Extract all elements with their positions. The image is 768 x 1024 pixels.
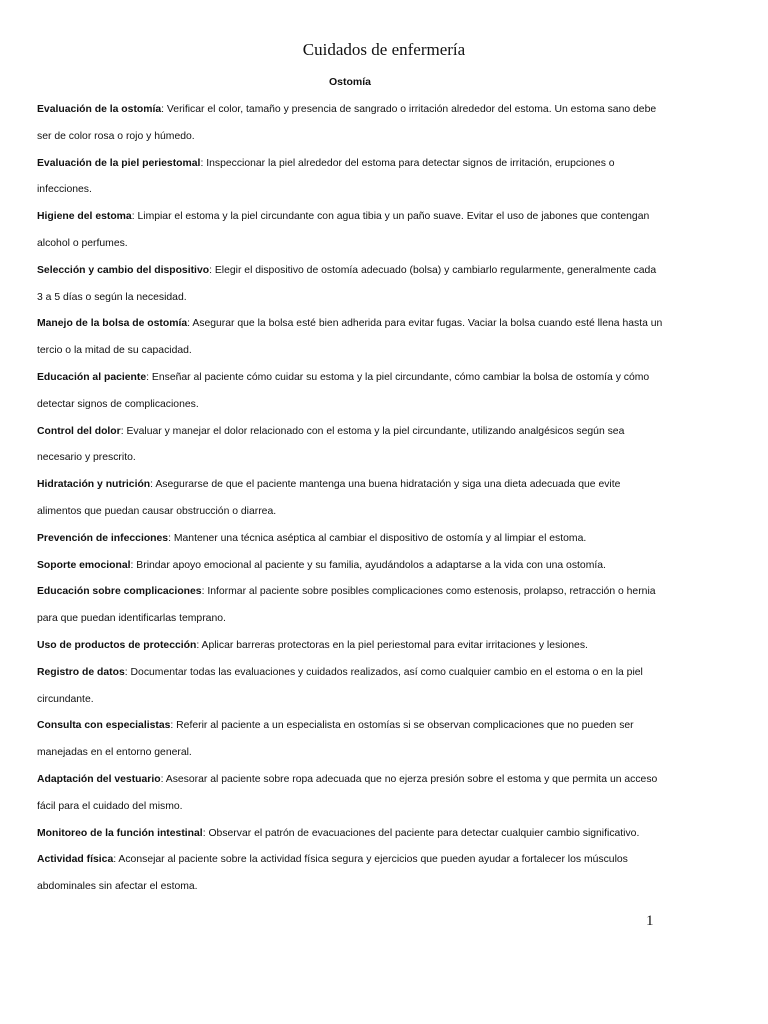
- list-item: [37, 767, 663, 821]
- item-term: Manejo de la bolsa de ostomía: [37, 318, 188, 330]
- page-number: 1: [646, 913, 654, 929]
- item-text: : Evaluar y manejar el dolor relacionado con el estoma y la piel circundante, utilizando analgésicos según sea necesario y prescrito.: [37, 425, 625, 464]
- item-term: Registro de datos: [37, 666, 125, 678]
- item-text: : Asegurar que la bolsa esté bien adherida para evitar fugas. Vaciar la bolsa cuando esté llena hasta un tercio o la mitad de su capacidad.: [37, 318, 663, 357]
- care-list: [37, 97, 663, 901]
- item-text: : Inspeccionar la piel alrededor del estoma para detectar signos de irritación, erupciones o infecciones.: [37, 157, 615, 196]
- item-term: Selección y cambio del dispositivo: [37, 264, 210, 276]
- item-term: Evaluación de la ostomía: [37, 104, 162, 115]
- item-term: Educación sobre complicaciones: [37, 586, 202, 598]
- list-item: [37, 151, 663, 205]
- item-term: Evaluación de la piel periestomal: [37, 157, 201, 169]
- item-term: Consulta con especialistas: [37, 720, 171, 732]
- list-item: [37, 633, 663, 660]
- item-text: : Documentar todas las evaluaciones y cuidados realizados, así como cualquier cambio en el estoma o en la piel circundante.: [37, 666, 643, 705]
- item-text: : Aplicar barreras protectoras en la piel periestomal para evitar irritaciones y lesiones.: [196, 639, 588, 651]
- list-item: [37, 311, 663, 365]
- item-term: Hidratación y nutrición: [37, 479, 151, 491]
- item-text: : Mantener una técnica aséptica al cambiar el dispositivo de ostomía y al limpiar el estoma.: [168, 532, 587, 544]
- list-item: [37, 419, 663, 473]
- item-term: Soporte emocional: [37, 559, 131, 571]
- item-term: Educación al paciente: [37, 371, 147, 383]
- item-text: : Elegir el dispositivo de ostomía adecuado (bolsa) y cambiarlo regularmente, generalmente cada 3 a 5 días o según la necesidad.: [37, 264, 657, 303]
- item-term: Adaptación del vestuario: [37, 773, 161, 785]
- item-text: : Asegurarse de que el paciente mantenga una buena hidratación y siga una dieta adecuada que evite alimentos que puedan causar obstrucción o diarrea.: [37, 479, 621, 517]
- item-text: : Enseñar al paciente cómo cuidar su estoma y la piel circundante, cómo cambiar la bolsa de ostomía y cómo detectar signos de complicaciones.: [37, 371, 650, 410]
- document-title: Cuidados de enfermería: [302, 40, 466, 59]
- list-item: [37, 472, 663, 526]
- item-term: Higiene del estoma: [37, 211, 132, 223]
- list-item: [37, 847, 663, 901]
- item-text: : Limpiar el estoma y la piel circundante con agua tibia y un paño suave. Evitar el uso de jabones que contengan alcohol o perfumes.: [37, 211, 650, 249]
- section-title: Ostomía: [328, 76, 371, 88]
- item-text: : Asesorar al paciente sobre ropa adecuada que no ejerza presión sobre el estoma y que permita un acceso fácil para el cuidado del mismo.: [37, 773, 658, 812]
- list-item: [37, 713, 663, 767]
- list-item: [37, 553, 663, 580]
- item-term: Control del dolor: [37, 425, 121, 437]
- list-item: [37, 579, 663, 633]
- list-item: [37, 526, 663, 553]
- list-item: [37, 258, 663, 312]
- item-text: : Verificar el color, tamaño y presencia de sangrado o irritación alrededor del estoma. Un estoma sano debe ser de color rosa o rojo y húmedo.: [37, 104, 657, 142]
- list-item: [37, 365, 663, 419]
- item-term: Actividad física: [37, 854, 114, 866]
- item-term: Uso de productos de protección: [37, 639, 197, 651]
- item-text: : Brindar apoyo emocional al paciente y su familia, ayudándolos a adaptarse a la vida con una ostomía.: [130, 559, 606, 571]
- list-item: [37, 660, 663, 714]
- item-text: : Informar al paciente sobre posibles complicaciones como estenosis, prolapso, retracción o hernia para que puedan identificarlas temprano.: [37, 586, 656, 625]
- item-text: : Observar el patrón de evacuaciones del paciente para detectar cualquier cambio significativo.: [202, 827, 640, 839]
- item-text: : Referir al paciente a un especialista en ostomías si se observan complicaciones que no pueden ser manejadas en el entorno general.: [37, 720, 634, 759]
- list-item: [37, 204, 663, 258]
- list-item: [37, 97, 663, 151]
- item-term: Prevención de infecciones: [37, 532, 169, 544]
- item-term: Monitoreo de la función intestinal: [37, 827, 203, 839]
- list-item: [37, 821, 663, 848]
- item-text: : Aconsejar al paciente sobre la actividad física segura y ejercicios que pueden ayudar a fortalecer los músculos abdominales sin afectar el estoma.: [37, 854, 628, 893]
